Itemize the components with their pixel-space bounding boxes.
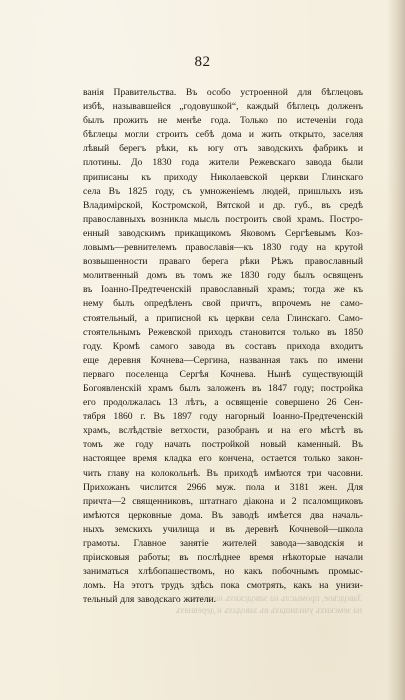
bleed-through-text: на земскихъ училищахъ въ заводахъ и деревняхъ [175,605,362,615]
text-line: Богоявленскій храмъ былъ заложенъ въ 1847 году; постройка [83,382,363,394]
text-line: настоящее время кладка его кончена, остается только закон- [83,453,363,465]
text-line: нему былъ опредѣленъ свой причтъ, впрочемъ не само- [83,298,363,310]
text-line: храмъ, вслѣдствіе ветхости, разобранъ и на его мѣстѣ въ [83,425,363,437]
text-line: году. Кромѣ самого завода въ составъ прихода входитъ [83,340,363,352]
text-line: ныхъ земскихъ училища и въ деревнѣ Кочневой—школа [83,523,363,535]
text-line: перваго поселенца Сергѣя Кочнева. Нынѣ существующій [83,368,363,380]
text-line: ломъ. На этотъ трудъ здѣсь пока смотрять, какъ на унизи- [83,580,363,592]
text-line: пріисковыя работы; въ послѣднее время нѣкоторые начали [83,552,363,564]
text-line: заниматься хлѣбопашествомъ, но какъ побочнымъ промыс- [83,566,363,578]
text-line: въ Іоанно-Предтеченскій православный храмъ; тогда же къ [83,284,363,296]
text-line: села Въ 1825 году, съ умноженіемъ людей, пришлыхъ изъ [83,185,363,197]
text-line: возвышенности праваго берега рѣки Рѣжъ православный [83,256,363,268]
text-line: причта—2 священниковъ, штатнаго діакона и 2 псаломщиковъ [83,495,363,507]
text-line: ванія Правительства. Въ особо устроенной для бѣглецовъ [83,87,363,98]
text-line: православныхъ возникла мысль построить свой храмъ. Постро- [83,213,363,225]
text-line-last: тельный для заводскаго жители. [83,594,217,606]
text-line: бѣглецы могли строить себѣ дома и жить открыто, заселяя [83,129,363,141]
body-text [83,86,363,607]
text-line: тября 1860 г. Въ 1897 году нагорный Іоанно-Предтеченскій [83,411,363,423]
bleed-through-text: Заводское, промыслъ на заводскихъ началахъ [188,593,362,603]
text-line: томъ же году начать постройкой новый каменный. Въ [83,439,363,451]
text-line: стоятельный, а приписной къ церкви села Глинскаго. Само- [83,312,363,324]
text-line: грамоты. Главное занятіе жителей завода—заводскія и [83,538,363,549]
text-line: чить главу на колокольнѣ. Въ приходѣ имѣются три часовни. [83,467,363,479]
text-line: енный заводскимъ прикащикомъ Яковомъ Сергѣевымъ Коз- [83,227,363,239]
text-line: приписаны къ приходу Николаевской церкви Глинскаго [83,171,363,183]
text-line: Прихожанъ числится 2966 муж. пола и 3181 жен. Для [83,481,363,493]
page-edge-shadow [387,0,405,700]
text-line: еще деревня Кочнева—Сергина, названная такъ по имени [83,354,363,366]
text-line: молитвенный домъ въ томъ же 1830 году былъ освященъ [83,270,363,282]
text-line: былъ прожить не менѣе года. Только по истеченіи года [83,115,363,127]
text-line: лѣвый берегъ рѣки, къ югу отъ заводскихъ фабрикъ и [83,143,363,155]
text-line: имѣются церковные дома. Въ заводѣ имѣется два началь- [83,509,363,521]
text-line: стоятельнымъ Режевской приходъ становится только въ 1850 [83,326,363,338]
text-line: его продолжалась 13 лѣтъ, а освященіе совершено 26 Сен- [83,397,363,409]
text-line: ловымъ—ревнителемъ православія—къ 1830 году на крутой [83,242,363,254]
text-line: плотины. До 1830 года жители Режевскаго завода были [83,157,363,169]
text-line: Владимірской, Костромской, Вятской и др. губ., въ средѣ [83,199,363,211]
text-line: избѣ, называвшейся „годовушкой“, каждый бѣглецъ долженъ [83,101,363,113]
page-number: 82 [194,54,211,70]
